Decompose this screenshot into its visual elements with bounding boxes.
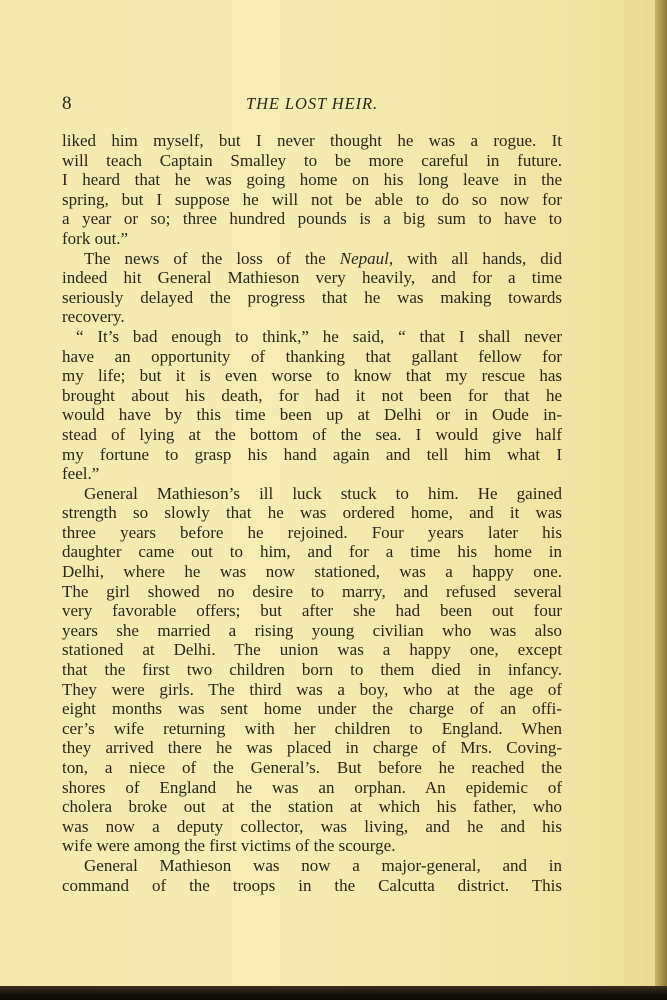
text-line: indeed hit General Mathieson very heavily, and for a time (62, 268, 562, 288)
text-line: three years before he rejoined. Four years later his (62, 522, 562, 542)
text-line: recovery. (62, 307, 125, 327)
text-line: they arrived there he was placed in charge of Mrs. Coving- (62, 738, 562, 758)
text-line: spring, but I suppose he will not be able to do so now for (62, 189, 562, 209)
text-line: daughter came out to him, and for a time his home in (62, 542, 562, 562)
text-line: fork out.” (62, 228, 129, 248)
text-line: I heard that he was going home on his long leave in the (62, 170, 562, 190)
ship-name: Nepaul (339, 248, 389, 268)
text-line: Delhi, where he was now stationed, was a happy one. (62, 562, 562, 582)
text-line: General Mathieson was now a major-general, and in (84, 855, 562, 875)
text-line: shores of England he was an orphan. An epidemic of (62, 777, 562, 797)
running-title: THE LOST HEIR. (246, 94, 378, 113)
text-line: eight months was sent home under the charge of an offi- (62, 699, 562, 719)
text-line: General Mathieson’s ill luck stuck to him. He gained (84, 483, 562, 503)
page-edge (655, 0, 667, 1000)
text-line: They were girls. The third was a boy, who at the age of (62, 679, 562, 699)
text-line: strength so slowly that he was ordered home, and it was (62, 503, 562, 523)
text-line: my fortune to grasp his hand again and tell him what I (62, 444, 562, 464)
paragraph (62, 131, 562, 249)
text-line: cer’s wife returning with her children to England. When (62, 718, 562, 738)
text-line: stead of lying at the bottom of the sea. I would give half (62, 424, 562, 444)
text-line: wife were among the first victims of the scourge. (62, 836, 396, 856)
text-line: brought about his death, for had it not been for that he (62, 385, 562, 405)
page-header (62, 93, 562, 119)
text-line: that the first two children born to them died in infancy. (62, 660, 562, 680)
paragraph (62, 327, 562, 484)
text-line: feel.” (62, 464, 100, 484)
book-bottom-edge (0, 986, 667, 1000)
paragraph (62, 249, 562, 327)
paragraph (62, 856, 562, 895)
page-number: 8 (62, 93, 72, 114)
text-line: The news of the loss of the Nepaul, with all hands, did (84, 248, 562, 268)
text-line: ton, a niece of the General’s. But before he reached the (62, 758, 562, 777)
text-line: years she married a rising young civilian who was also (62, 620, 562, 640)
text-line: will teach Captain Smalley to be more careful in future. (62, 150, 562, 170)
body-text (62, 131, 562, 895)
text-line: stationed at Delhi. The union was a happy one, except (62, 640, 562, 660)
text-line: my life; but it is even worse to know that my rescue has (62, 366, 562, 386)
text-line: have an opportunity of thanking that gallant fellow for (62, 346, 562, 366)
text-line: “ It’s bad enough to think,” he said, “ that I shall never (76, 326, 562, 346)
text-line: liked him myself, but I never thought he was a rogue. It (62, 131, 562, 150)
text-line: The girl showed no desire to marry, and refused several (62, 581, 562, 601)
text-line: was now a deputy collector, was living, and he and his (62, 816, 562, 836)
paragraph (62, 484, 562, 856)
text-line: seriously delayed the progress that he was making towards (62, 287, 562, 307)
text-line: very favorable offers; but after she had been out four (62, 601, 562, 621)
text-line: would have by this time been up at Delhi or in Oude in- (62, 405, 562, 425)
text-line: a year or so; three hundred pounds is a big sum to have to (62, 209, 562, 229)
text-line: command of the troops in the Calcutta district. This (62, 875, 562, 895)
text-line: cholera broke out at the station at which his father, who (62, 797, 562, 817)
